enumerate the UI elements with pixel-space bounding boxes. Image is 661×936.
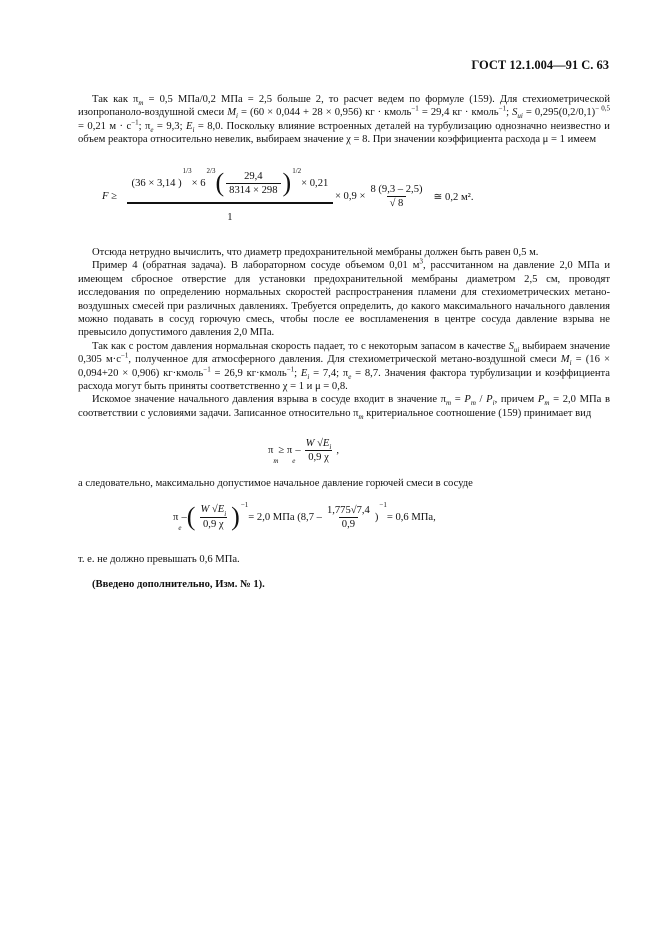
formula-result: = 0,6 МПа, (386, 511, 436, 523)
text-run: = 8,7. Значения фактора турбулизации и коэффициента расхода могут быть приняты соответственно χ = 1 и μ = 0,8. (78, 367, 610, 393)
text-run: а следовательно, максимально допустимое начальное давление горючей смеси в сосуде (78, 478, 473, 489)
text-block-1 (78, 93, 610, 147)
text-run: = 26,9 кг·кмоль (210, 367, 287, 379)
text-run: , причем (494, 394, 538, 406)
formula-term: π (268, 445, 274, 457)
formula-term: × 0,9 × (334, 191, 366, 202)
formula-vent-area: F ≥ (36 × 3,14 ) $^{1/3}$ × 6 $^{2/3}$ ( $\frac{29,4}{8314 \times 298}$ ) $^{1/2}$ × 0,21 1 × 0,9 × $\frac{8 (9,3 - 2,5)}{√ 8}$ ≅ 0,2 м². (102, 167, 474, 223)
text-run: ; (506, 107, 513, 119)
formula-term: ≥ π (278, 445, 293, 457)
denominator: 0,9 (339, 517, 358, 530)
numerator: W √E (305, 438, 330, 449)
text-run: Пример 4 (обратная задача). В лабораторном сосуде объемом 0,01 м (92, 260, 420, 272)
exponent: −1 (240, 501, 249, 509)
paragraph (78, 393, 610, 420)
text-block-4 (78, 553, 610, 566)
formula-term: (36 × 3,14 ) (131, 177, 182, 189)
paragraph (78, 246, 610, 259)
text-run: = 0,21 м · с (78, 120, 132, 132)
text-run: i (236, 112, 238, 121)
exponent: −1 (379, 501, 387, 509)
formula-term: × 0,21 (301, 177, 329, 189)
formula-criterion (268, 438, 340, 466)
subscript: i (224, 509, 227, 518)
exponent: 1/2 (292, 167, 302, 175)
paragraph (78, 477, 610, 490)
paragraph (78, 340, 610, 394)
formula-term: = 2,0 МПа (8,7 – (248, 511, 322, 523)
exponent: 1/3 (182, 167, 192, 175)
text-run: −1 (498, 104, 507, 113)
text-run: = 0,5 МПа/0,2 МПа = 2,5 больше 2, то расчет ведем по формуле (159). Для стехиометрической изопропаноло-воздушной смеси (78, 94, 610, 119)
text-run: = 7,4; π (309, 367, 349, 379)
text-run: E (185, 120, 193, 132)
text-run: = 29,4 кг · кмоль (418, 107, 499, 119)
text-run: P (486, 394, 493, 406)
text-run: −1 (411, 104, 419, 113)
page-header: ГОСТ 12.1.004—91 С. 63 (471, 58, 609, 72)
text-run: i (192, 125, 195, 134)
formula-lhs: F ≥ (102, 191, 117, 202)
formula-max-pressure: π e – ( $\frac{W √E_i}{0,9 \chi}$ ) $^{-1}$ = 2,0 МПа (8,7 – $\frac{1,775√7,4}{0,9}$ ) $^{-1}$ = 0,6 МПа, (173, 501, 436, 532)
numerator: W √E (200, 504, 225, 516)
text-run: = 8,0. Поскольку влияние встроенных деталей на турбулизацию однозначно неизвестно и объем реактора относительно невелик, выбираем значение χ = 8. При значении коэффициента расхода μ = 1 имеем (78, 120, 610, 146)
subscript: m (273, 457, 279, 466)
text-run: i (492, 399, 495, 408)
text-run: Так как π (92, 94, 139, 105)
text-run: Так как с ростом давления нормальная скорость падает, то с некоторым запасом в качестве (92, 340, 509, 352)
text-run: ui (517, 112, 523, 121)
text-run: i (569, 359, 572, 368)
text-run: т. е. не должно превышать 0,6 МПа. (78, 554, 240, 565)
text-run: , полученное для атмосферного давления. Для стехиометрической метано-воздушной смеси (128, 354, 561, 366)
text-run: m (544, 399, 550, 408)
subscript: e (178, 524, 182, 532)
amendment-note: (Введено дополнительно, Изм. № 1). (92, 579, 265, 590)
text-run: ui (513, 345, 520, 354)
formula-term: – (181, 511, 187, 523)
text-run: −1 (131, 118, 139, 127)
text-run: M (560, 354, 570, 366)
text-run: m (358, 412, 364, 421)
text-run: −1 (286, 365, 295, 374)
text-run: e (150, 125, 154, 134)
text-run: = (60 × 0,044 + 28 × 0,956) кг · кмоль (237, 107, 412, 119)
formula-term: ) (374, 511, 379, 523)
formula-term: × 6 (191, 177, 206, 189)
denominator: 0,9 χ (200, 517, 227, 530)
text-run: S (512, 107, 518, 119)
text-run: Искомое значение начального давления взрыва в сосуде входит в значение π (92, 394, 447, 406)
text-run: / (475, 394, 487, 406)
right-numerator: 8 (9,3 – 2,5) (370, 184, 423, 195)
text-run: = 2,0 МПа в соответствии с условиями задачи. Записанное относительно π (78, 394, 610, 419)
text-run: S (508, 340, 514, 352)
inner-numerator: 29,4 (244, 170, 263, 182)
paragraph (78, 553, 610, 566)
text-run: m (446, 399, 452, 408)
inner-denominator: 8314 × 298 (226, 183, 280, 196)
paragraph (78, 93, 610, 147)
right-denominator: √ 8 (387, 196, 407, 209)
text-run: ; π (138, 120, 151, 132)
text-run: = (451, 394, 465, 406)
text-run: P (464, 394, 471, 406)
formula-term: π (173, 511, 179, 523)
text-run: 3 (419, 257, 423, 266)
exponent: 2/3 (206, 167, 216, 175)
text-block-3 (78, 477, 610, 490)
text-run: критериальное соотношение (159) принимает вид (363, 407, 592, 419)
main-denominator: 1 (127, 202, 333, 223)
text-run: E (300, 367, 308, 379)
denominator: 0,9 χ (305, 450, 332, 463)
text-run: = 0,295(0,2/0,1) (522, 107, 596, 119)
text-run: M (227, 107, 237, 119)
text-run: m (138, 99, 144, 108)
text-run: −1 (120, 351, 129, 360)
text-run: P (537, 394, 545, 406)
text-run: Отсюда нетрудно вычислить, что диаметр предохранительной мембраны должен быть равен 0,5 м. (92, 247, 539, 258)
text-run: i (307, 372, 310, 381)
text-run: = (16 × 0,094+20 × 0,906) кг·кмоль (78, 354, 610, 379)
text-run: −1 (203, 365, 211, 374)
paragraph (78, 259, 610, 339)
text-run: − 0,5 (595, 104, 611, 113)
text-run: e (348, 372, 352, 381)
text-block-2 (78, 246, 610, 420)
text-run: m (470, 399, 476, 408)
subscript: i (329, 443, 332, 452)
formula-term: – (295, 445, 301, 457)
text-run: выбираем значение 0,305 м·с (78, 340, 610, 366)
text-run: ; (294, 367, 301, 379)
text-run: = 9,3; (153, 120, 186, 132)
subscript: e (292, 457, 296, 466)
formula-term: , (336, 445, 340, 457)
text-run: , рассчитанном на давление 2,0 МПа и имеющем сбросное отверстие для установки предохранительной мембраны диаметром 2,5 см, проводят исследования по определению нормальных скоростей распространения пламени для стехиометрических метано-воздушных смесей при различных давлениях. Требуется определить, до какого максимального начального давления можно подавать в сосуд горючую смесь, чтобы после ее воспламенения в центре сосуда давление взрыва не превысило допустимого давления 2,0 МПа. (78, 260, 610, 339)
formula-result: ≅ 0,2 м². (433, 191, 474, 203)
numerator: 1,775√7,4 (326, 504, 370, 516)
